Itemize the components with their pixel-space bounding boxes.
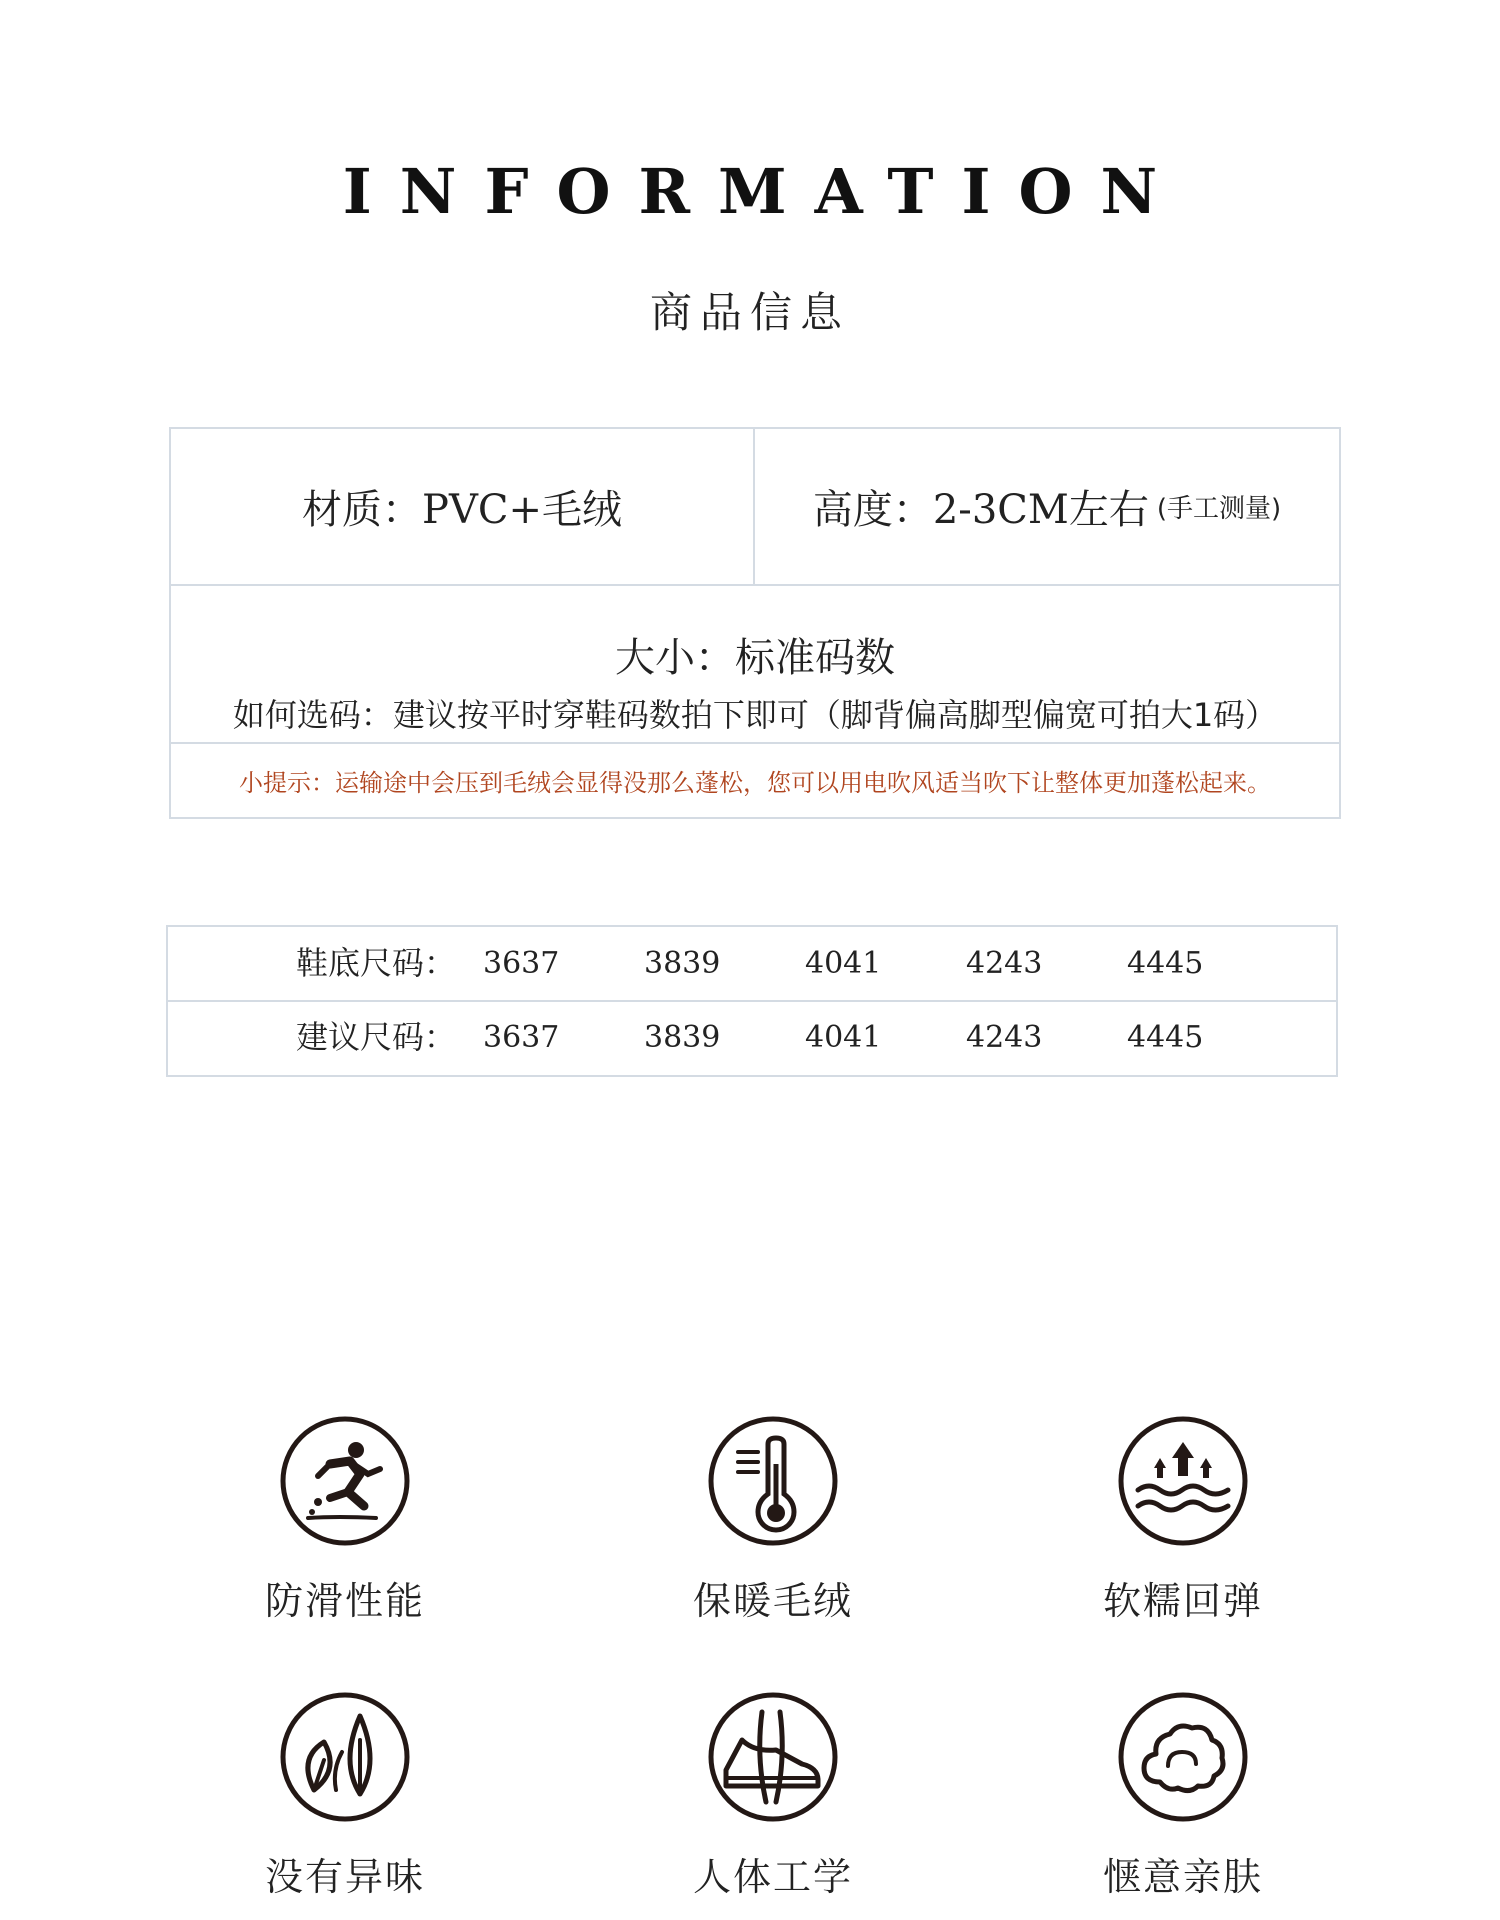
- height-label: 高度：: [812, 487, 933, 533]
- table-cell: 3839: [644, 946, 721, 981]
- size-table: [166, 925, 1338, 1077]
- material-value: PVC+毛绒: [422, 487, 622, 533]
- table-cell: 3839: [644, 1020, 721, 1055]
- table-cell: 4041: [805, 1020, 882, 1055]
- table-cell: 4041: [805, 946, 882, 981]
- feature-item: [215, 1690, 475, 1901]
- anti-slip-icon: [278, 1414, 412, 1548]
- height-cell: [755, 429, 1339, 584]
- page-subtitle: 商品信息: [649, 288, 850, 337]
- feature-item: [1053, 1690, 1313, 1901]
- material-cell: [171, 429, 755, 584]
- size-title: 大小：标准码数: [615, 635, 895, 681]
- material-label: 材质：: [302, 487, 423, 533]
- ergonomic-shoe-icon: [706, 1690, 840, 1824]
- feature-item: [643, 1414, 903, 1625]
- product-info-box: [169, 427, 1341, 819]
- feature-label: 没有异味: [264, 1855, 425, 1899]
- feature-item: [1053, 1414, 1313, 1625]
- size-how-to-choose: 如何选码：建议按平时穿鞋码数拍下即可（脚背偏高脚型偏宽可拍大1码）: [232, 696, 1278, 734]
- feature-label: 保暖毛绒: [692, 1579, 853, 1623]
- table-row: [168, 1001, 1336, 1074]
- thermometer-icon: [706, 1414, 840, 1548]
- feature-item: [215, 1414, 475, 1625]
- table-cell: 4243: [966, 1020, 1043, 1055]
- table-row: [168, 927, 1336, 1002]
- table-cell: 4445: [1127, 946, 1204, 981]
- feature-label: 软糯回弹: [1102, 1579, 1263, 1623]
- height-value: 2-3CM左右: [932, 487, 1149, 533]
- page-title: INFORMATION: [342, 155, 1186, 228]
- feature-label: 防滑性能: [264, 1579, 425, 1623]
- info-row-size: [171, 586, 1339, 744]
- leaves-icon: [278, 1690, 412, 1824]
- table-cell: 4445: [1127, 1020, 1204, 1055]
- table-cell: 3637: [483, 946, 560, 981]
- row-label: 建议尺码：: [296, 1018, 457, 1056]
- info-row-material-height: [171, 429, 1339, 586]
- feature-label: 人体工学: [692, 1855, 853, 1899]
- feature-label: 惬意亲肤: [1102, 1855, 1263, 1899]
- feature-item: [643, 1690, 903, 1901]
- row-label: 鞋底尺码：: [296, 944, 457, 982]
- table-cell: 3637: [483, 1020, 560, 1055]
- cloud-icon: [1116, 1690, 1250, 1824]
- table-cell: 4243: [966, 946, 1043, 981]
- tip-text: 小提示：运输途中会压到毛绒会显得没那么蓬松，您可以用电吹风适当吹下让整体更加蓬松起来。: [239, 769, 1271, 797]
- height-note: (手工测量): [1156, 494, 1282, 524]
- rebound-waves-icon: [1116, 1414, 1250, 1548]
